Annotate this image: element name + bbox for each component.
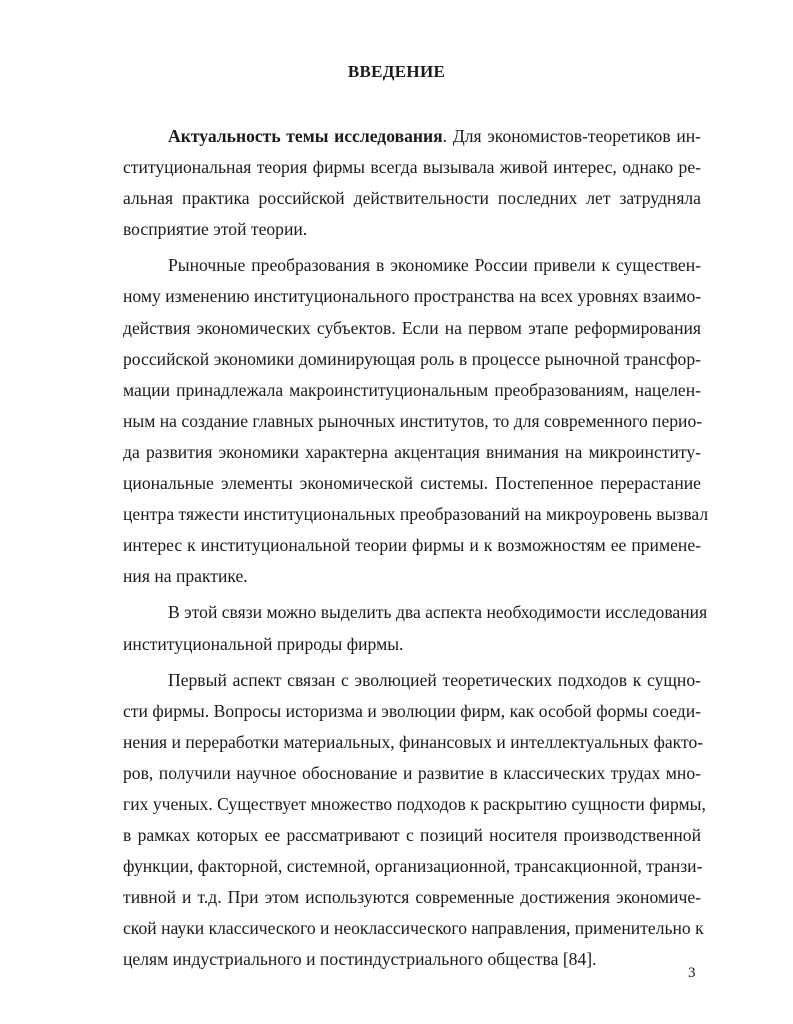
text-line: В этой связи можно выделить два аспекта необходимости исследования [168,602,708,623]
text-line-rest: . Для экономистов-теоретиков ин- [442,126,702,146]
text-line: ской науки классического и неоклассического направления, применительно к [123,918,704,939]
text-line: сти фирмы. Вопросы историзма и эволюции фирм, как особой формы соеди- [123,700,701,721]
text-line: ным на создание главных рыночных институтов, то для современного перио- [123,410,703,431]
text-line [123,121,701,152]
text-line: нения и переработки материальных, финансовых и интеллектуальных факто- [123,731,704,752]
page-title: ВВЕДЕНИЕ [347,62,446,81]
paragraph-first-aspect [123,665,706,976]
text-line: да развития экономики характерна акцентация внимания на микроинститу- [123,441,701,462]
text-line: ституциональная теория фирмы всегда вызывала живой интерес, однако ре- [123,157,701,178]
body-text [123,121,709,981]
text-line: мации принадлежала макроинституциональным преобразованиям, нацелен- [123,379,701,400]
text-line: целям индустриального и постиндустриального общества [84]. [123,949,597,970]
text-line: альная практика российской действительности последних лет затрудняла [123,188,701,209]
page-number: 3 [688,965,696,981]
text-line: центра тяжести институциональных преобразований на микроуровень вызвал [123,504,709,525]
text-line: Первый аспект связан с эволюцией теоретических подходов к сущно- [168,669,701,690]
text-line: институциональной природы фирмы. [123,633,404,654]
bold-lead-phrase: Актуальность темы исследования [168,126,443,146]
paragraph-market-transformations [123,250,709,592]
text-line: тивной и т.д. При этом используются современные достижения экономиче- [123,887,701,908]
text-line: восприятие этой теории. [123,219,308,240]
text-line: гих ученых. Существует множество подходов к раскрытию сущности фирмы, [123,793,706,814]
text-line: функции, факторной, системной, организационной, трансакционной, транзи- [123,856,703,877]
text-line: российской экономики доминирующая роль в процессе рыночной трансфор- [123,348,701,369]
text-line: Рыночные преобразования в экономике России привели к существен- [168,255,701,276]
paragraph-relevance [123,121,701,245]
text-line: действия экономических субъектов. Если на первом этапе реформирования [123,317,701,338]
text-line: ния на практике. [123,566,248,587]
text-line: циональные элементы экономической системы. Постепенное перерастание [123,473,701,494]
text-line: ров, получили научное обоснование и развитие в классических трудах мно- [123,762,701,783]
text-line: интерес к институциональной теории фирмы и к возможностям ее примене- [123,535,701,556]
text-line: в рамках которых ее рассматривают с позиций носителя производственной [123,825,701,846]
paragraph-two-aspects [123,597,708,659]
text-line: ному изменению институционального пространства на всех уровнях взаимо- [123,286,702,307]
